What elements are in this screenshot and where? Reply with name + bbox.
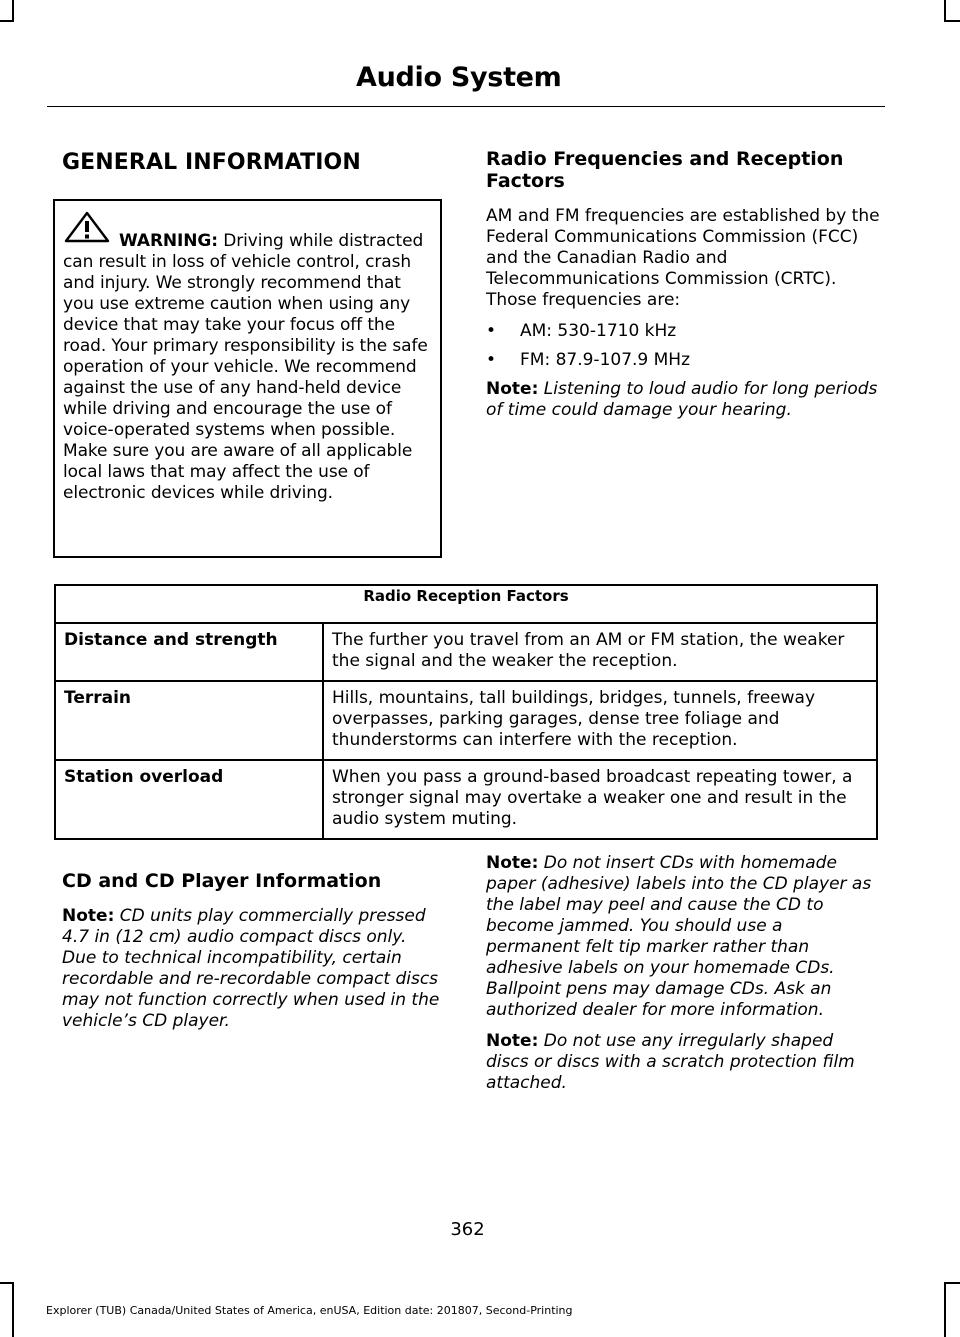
crop-mark-bottom-right-v [944,1282,946,1337]
hearing-note [486,379,880,421]
cd-note-3 [486,1031,880,1094]
bullet-icon: • [486,321,497,341]
page-title: Audio System [356,62,562,93]
bullet-icon: • [486,350,497,370]
table-row [55,760,877,839]
factor-cell: Station overload [55,760,323,839]
list-item: • FM: 87.9-107.9 MHz [486,350,691,370]
crop-mark-top-right-v [944,0,946,20]
cd-note-2 [486,853,880,1021]
general-information-heading: GENERAL INFORMATION [62,150,361,175]
footer-text: Explorer (TUB) Canada/United States of America, enUSA, Edition date: 201807, Second-Printing [46,1304,573,1317]
crop-mark-top-left-v [12,0,14,20]
cd-section-right [486,853,880,1094]
warning-label: WARNING: [119,231,218,251]
frequency-list [486,321,880,371]
note-label: Note: [62,906,115,926]
cd-note-1 [62,906,446,1032]
radio-intro: AM and FM frequencies are established by the Federal Communications Commission (FCC) and the Canadian Radio and Telecommunications Commission (CRTC). Those frequencies are: [486,206,880,310]
note-text: Listening to loud audio for long periods of time could damage your hearing. [486,379,878,420]
radio-reception-factors-table [54,584,878,840]
crop-mark-bottom-left-v [12,1282,14,1337]
warning-box [53,199,442,558]
table-header-row [55,585,877,623]
description-cell: The further you travel from an AM or FM station, the weaker the signal and the weaker the reception. [323,623,877,681]
crop-mark-top-right-h [944,20,960,22]
note-label: Note: [486,379,539,399]
radio-frequencies-heading: Radio Frequencies and Reception Factors [486,148,844,192]
description-cell: When you pass a ground-based broadcast repeating tower, a stronger signal may overtake a weaker one and result in the audio system muting. [323,760,877,839]
note-text: Do not use any irregularly shaped discs or discs with a scratch protection film attached. [486,1031,855,1093]
note-text: Do not insert CDs with homemade paper (adhesive) labels into the CD player as the label may peel and cause the CD to become jammed. You should use a permanent felt tip marker rather than adhesive labels on your homemade CDs. Ballpoint pens may damage CDs. Ask an authorized dealer for more information. [486,853,872,1020]
warning-text: Driving while distracted can result in loss of vehicle control, crash and injury. We strongly recommend that you use extreme caution when using any device that may take your focus off the road. Your primary responsibility is the safe operation of your vehicle. We recommend against the use of any hand-held device while driving and encourage the use of voice-operated systems when possible. Make sure you are aware of all applicable local laws that may affect the use of electronic devices while driving. [63,231,428,503]
factor-cell: Terrain [55,681,323,760]
note-text: CD units play commercially pressed 4.7 in (12 cm) audio compact discs only. Due to technical incompatibility, certain recordable and re-recordable compact discs may not function correctly when used in the vehicle’s CD player. [62,906,440,1031]
warning-triangle-icon [62,211,112,243]
crop-mark-top-left-h [0,20,14,22]
note-label: Note: [486,853,539,873]
note-label: Note: [486,1031,539,1051]
table-row [55,623,877,681]
cd-heading: CD and CD Player Information [62,870,382,892]
crop-mark-bottom-left-h [0,1282,14,1284]
cd-section-left [62,870,446,1032]
table-row [55,681,877,760]
factor-cell: Distance and strength [55,623,323,681]
table-title: Radio Reception Factors [55,585,877,623]
warning-paragraph [63,231,432,504]
description-cell: Hills, mountains, tall buildings, bridges, tunnels, freeway overpasses, parking garages, dense tree foliage and thunderstorms can interfere with the reception. [323,681,877,760]
radio-section [486,148,880,421]
crop-mark-bottom-right-h [944,1282,960,1284]
list-item: • AM: 530-1710 kHz [486,321,677,341]
header-rule [47,106,885,107]
page-number: 362 [450,1219,485,1240]
